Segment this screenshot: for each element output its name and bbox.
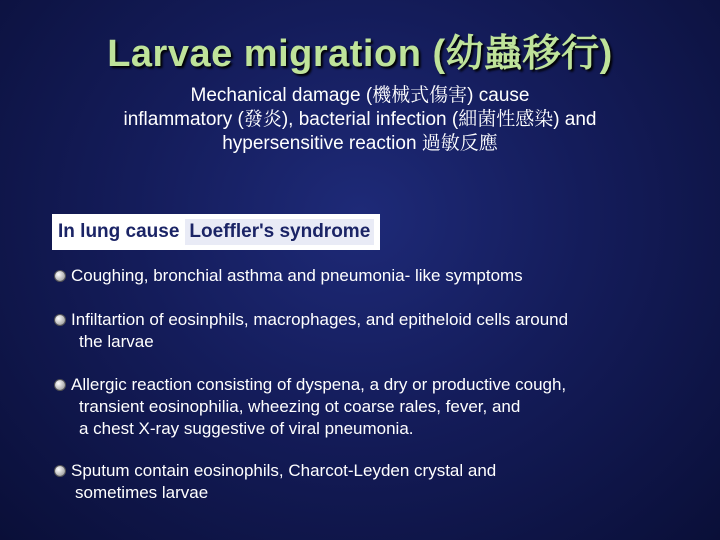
section-header — [52, 214, 380, 250]
slide-title: Larvae migration (幼蟲移行) — [107, 33, 613, 75]
bullet-dot-icon — [55, 466, 65, 476]
bullet-dot-icon — [55, 315, 65, 325]
subtitle-line-3: hypersensitive reaction 過敏反應 — [222, 133, 498, 154]
bullet-3-line-2: transient eosinophilia, wheezing ot coarse rales, fever, and — [79, 397, 521, 416]
bullet-4-line-2: sometimes larvae — [75, 483, 209, 502]
bullet-1-line-1: Coughing, bronchial asthma and pneumonia- like symptoms — [71, 266, 523, 285]
slide-subtitle — [30, 84, 690, 156]
bullet-4-line-1: Sputum contain eosinophils, Charcot-Leyden crystal and — [71, 461, 497, 480]
bullet-dot-icon — [55, 271, 65, 281]
section-header-term: Loeffler's syndrome — [185, 219, 374, 245]
bullet-3-line-3: a chest X-ray suggestive of viral pneumonia. — [79, 419, 414, 438]
bullet-item-1 — [55, 265, 523, 287]
section-header-lead: In lung cause — [58, 221, 180, 242]
bullet-2-line-2: the larvae — [79, 332, 154, 351]
bullet-dot-icon — [55, 380, 65, 390]
bullet-item-2 — [55, 309, 568, 353]
subtitle-line-2: inflammatory (發炎), bacterial infection (細菌性感染) and — [123, 109, 597, 130]
bullet-3-line-1: Allergic reaction consisting of dyspena, a dry or productive cough, — [71, 375, 567, 394]
bullet-item-3 — [55, 374, 566, 440]
bullet-2-line-1: Infiltartion of eosinphils, macrophages, and epitheloid cells around — [71, 310, 569, 329]
bullet-item-4 — [55, 460, 496, 504]
subtitle-line-1: Mechanical damage (機械式傷害) cause — [190, 85, 530, 106]
